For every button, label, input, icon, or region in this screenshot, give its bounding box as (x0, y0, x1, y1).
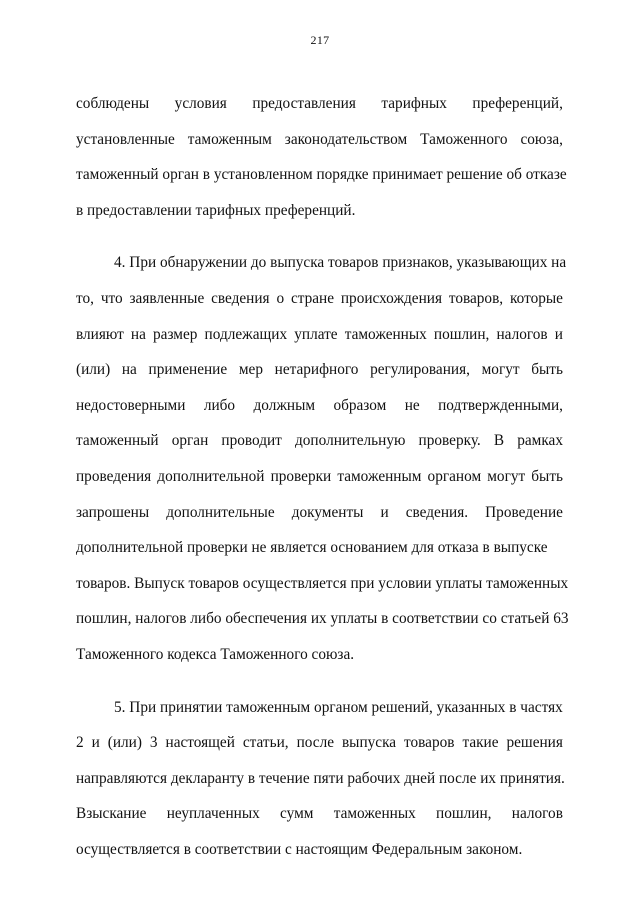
word: таможенным (337, 467, 422, 485)
word: таможенным (187, 130, 272, 148)
word: пошлин, (436, 805, 492, 823)
word: подлежащих (204, 325, 288, 343)
word: В (493, 432, 505, 450)
word: недостоверными (76, 396, 186, 414)
text-line: осуществляется в соответствии с настоящим Федеральным законом. (76, 840, 523, 858)
paragraph (76, 86, 567, 228)
word: которые (509, 289, 563, 307)
text-line (76, 352, 563, 388)
word: размер (153, 325, 198, 343)
text-line: в предоставлении тарифных преференций. (76, 201, 356, 219)
page-number: 217 (310, 33, 330, 47)
word: пошлин, (433, 325, 490, 343)
document-body (76, 86, 569, 867)
text-line (76, 423, 563, 459)
text-line: 5. При принятии таможенным органом решений, указанных в частях (114, 698, 563, 716)
text-line: направляются декларанту в течение пяти рабочих дней после их принятия. (76, 769, 565, 787)
word: соблюдены (76, 95, 150, 112)
paragraph-gap (76, 228, 563, 245)
text-line: пошлин, налогов либо обеспечения их уплаты в соответствии со статьей 63 (76, 610, 569, 628)
word: дополнительной (157, 467, 265, 485)
word: о (276, 289, 285, 307)
word: и (380, 503, 389, 521)
word: документы (291, 503, 364, 521)
text-line (76, 725, 563, 761)
text-line: таможенный орган в установленном порядке принимает решение об отказе (76, 166, 567, 184)
word: (или) (76, 361, 111, 379)
word: предоставления (252, 95, 356, 112)
word: и (554, 325, 563, 343)
word: проводит (221, 432, 282, 450)
word: либо (203, 396, 236, 414)
word: выпуска (341, 734, 397, 752)
word: нетарифного (274, 361, 359, 379)
word: проверки (270, 467, 332, 485)
word: сведения (211, 289, 270, 307)
text-line (76, 796, 563, 832)
text-line: 4. При обнаружении до выпуска товаров признаков, указывающих на (114, 254, 567, 272)
text-line (76, 388, 563, 424)
word: быть (531, 361, 563, 379)
word: применение (148, 361, 228, 379)
word: такие (462, 734, 499, 752)
word: рамках (517, 432, 563, 450)
word: мер (238, 361, 263, 379)
paragraph (76, 245, 569, 672)
text-line: дополнительной проверки не является основанием для отказа в выпуске (76, 539, 548, 557)
word: решения (506, 734, 563, 752)
text-line (76, 459, 563, 495)
word: быть (531, 467, 563, 485)
word: таможенных (344, 325, 427, 343)
word: на (121, 361, 137, 379)
word: орган (171, 432, 209, 450)
word: настоящей (165, 734, 235, 752)
word: на (130, 325, 146, 343)
text-line (76, 317, 563, 353)
word: таможенных (333, 805, 416, 823)
word: образом (333, 396, 387, 414)
word: сумм (280, 805, 314, 823)
word: законодательством (284, 130, 408, 148)
word: и (91, 734, 100, 752)
text-line: Таможенного кодекса Таможенного союза. (76, 645, 355, 663)
word: после (296, 734, 334, 752)
word: товаров, (448, 289, 504, 307)
word: тарифных (381, 95, 447, 112)
paragraph (76, 690, 563, 868)
word: Взыскание (76, 805, 147, 823)
word: неуплаченных (166, 805, 260, 823)
text-line (76, 495, 563, 531)
word: могут (481, 361, 520, 379)
word: дополнительные (166, 503, 275, 521)
word: преференций, (472, 95, 563, 112)
paragraph-gap (76, 673, 563, 690)
word: (или) (107, 734, 142, 752)
word: органом (427, 467, 482, 485)
word: то, (76, 289, 94, 307)
word: подтвержденными, (438, 396, 563, 414)
word: дополнительную (295, 432, 406, 450)
word: проверку. (418, 432, 481, 450)
text-line (76, 122, 563, 158)
word: проведения (76, 467, 152, 485)
word: влияют (76, 325, 124, 343)
word: что (100, 289, 123, 307)
word: статьи, (242, 734, 289, 752)
word: запрошены (76, 503, 150, 521)
word: уплате (294, 325, 338, 343)
word: налогов (511, 805, 563, 823)
word: Проведение (485, 503, 563, 521)
word: товаров (404, 734, 455, 752)
word: установленные (76, 130, 175, 148)
word: сведения. (405, 503, 469, 521)
word: 2 (76, 734, 84, 752)
word: налогов (496, 325, 548, 343)
word: не (404, 396, 420, 414)
word: таможенный (76, 432, 159, 450)
word: Таможенного (420, 130, 508, 148)
word: союза, (520, 130, 563, 148)
word: регулирования, (370, 361, 470, 379)
word: могут (487, 467, 526, 485)
word: заявленные (129, 289, 205, 307)
word: должным (253, 396, 316, 414)
word: стране (290, 289, 335, 307)
text-line (76, 86, 563, 122)
word: условия (174, 95, 227, 112)
text-line (76, 281, 563, 317)
word: 3 (149, 734, 158, 752)
text-line: товаров. Выпуск товаров осуществляется при условии уплаты таможенных (76, 574, 569, 592)
word: происхождения (340, 289, 442, 307)
